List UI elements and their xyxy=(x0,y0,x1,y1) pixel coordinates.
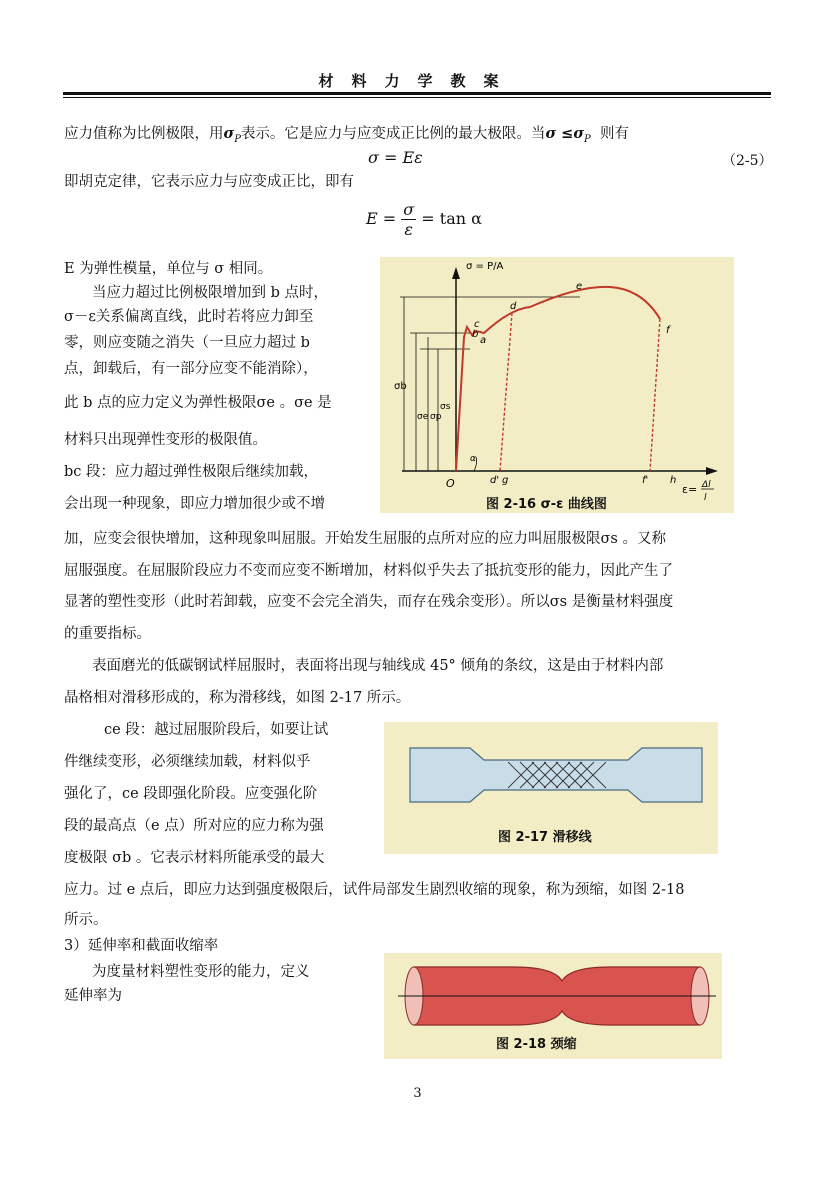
section-3-line: 延伸率为 xyxy=(64,988,122,1004)
p3-line: 会出现一种现象，即应力增加很少或不增 xyxy=(64,496,325,512)
p3-line: 材料只出现弹性变形的极限值。 xyxy=(64,432,267,448)
stress-strain-chart xyxy=(380,257,734,513)
p4-line: 屈服强度。在屈服阶段应力不变而应变不断增加，材料似乎失去了抵抗变形的能力，因此产生了 xyxy=(64,563,673,579)
x-axis-label: ε= xyxy=(682,483,698,496)
x-mark-f-prime: f' xyxy=(642,475,649,486)
p6-line: 度极限 σb 。它表示材料所能承受的最大 xyxy=(64,850,325,866)
sigma-s-label: σs xyxy=(440,402,451,412)
point-b-label: b xyxy=(472,329,479,340)
header-rule-thin xyxy=(63,97,771,98)
y-axis-label: σ = P/A xyxy=(466,261,504,272)
p3-line: 当应力超过比例极限增加到 b 点时， xyxy=(92,285,328,301)
p3-line: 此 b 点的应力定义为弹性极限σe 。σe 是 xyxy=(64,395,332,411)
p7-line: 所示。 xyxy=(64,912,108,928)
figure-2-16 xyxy=(380,257,734,513)
p3-line: 点，卸载后，有一部分应变不能消除）， xyxy=(64,361,318,377)
figure-2-17 xyxy=(384,722,718,854)
p3-line: σ－ε关系偏离直线，此时若将应力卸至 xyxy=(64,309,314,325)
equation-number: （2-5） xyxy=(722,153,773,169)
x-mark-d-prime: d' xyxy=(490,475,500,486)
paragraph-2: 即胡克定律，它表示应力与应变成正比，即有 xyxy=(64,174,354,190)
section-3-line: 为度量材料塑性变形的能力，定义 xyxy=(92,964,310,980)
eq2-fraction xyxy=(401,200,416,239)
page-number: 3 xyxy=(413,1086,422,1101)
x-axis-frac-den: l xyxy=(704,493,707,503)
eq2-rhs: = tan α xyxy=(421,209,482,228)
unload-line-f xyxy=(650,319,660,471)
eq2-denominator: ε xyxy=(404,220,414,239)
alpha-label: α xyxy=(470,454,476,464)
header-title: 材料力学教案 xyxy=(318,72,517,90)
x-mark-g: g xyxy=(502,475,509,486)
p5-line: 表面磨光的低碳钢试样屈服时，表面将出现与轴线成 45° 倾角的条纹，这是由于材料内部 xyxy=(92,658,664,674)
sigma-subscript: P xyxy=(234,133,241,145)
p6-line: 段的最高点（e 点）所对应的应力称为强 xyxy=(64,818,324,834)
point-c-label: c xyxy=(474,319,480,330)
specimen-bar xyxy=(410,748,702,802)
p1-text-c: 则有 xyxy=(599,126,629,142)
p4-line: 显著的塑性变形（此时若卸载，应变不会完全消失，而存在残余变形）。所以σs 是衡量材料强度 xyxy=(64,594,674,610)
x-axis-arrow xyxy=(706,467,718,475)
x-axis-frac-num: Δl xyxy=(702,480,711,490)
point-f-label: f xyxy=(666,325,670,336)
header-rule-thick xyxy=(63,92,771,95)
x-mark-h: h xyxy=(670,475,677,486)
y-axis-arrow xyxy=(452,267,460,279)
p6-line: 件继续变形，必须继续加载，材料似乎 xyxy=(64,754,311,770)
sigma-p-label: σp xyxy=(430,412,442,422)
figure-2-16-caption: 图 2-16 σ-ε 曲线图 xyxy=(486,497,607,512)
p5-line: 晶格相对滑移形成的，称为滑移线，如图 2-17 所示。 xyxy=(64,690,411,706)
eq2-lhs: E = xyxy=(366,209,397,228)
equation-hooke: σ = Eε xyxy=(368,148,423,167)
sigma-e-label: σe xyxy=(417,412,429,422)
p3-line: 零，则应变随之消失（一旦应力超过 b xyxy=(64,335,310,351)
p3-line: bc 段：应力超过弹性极限后继续加载， xyxy=(64,464,319,480)
eq2-numerator: σ xyxy=(403,200,415,219)
p1-text-a: 应力值称为比例极限，用 xyxy=(64,126,224,142)
point-a-label: a xyxy=(480,335,487,346)
p7-line: 应力。过 e 点后，即应力达到强度极限后，试件局部发生剧烈收缩的现象，称为颈缩，如图 2-18 xyxy=(64,882,685,898)
figure-2-18 xyxy=(384,953,722,1059)
condition-subscript: P xyxy=(584,133,591,145)
section-3-heading: 3）延伸率和截面收缩率 xyxy=(64,938,219,954)
p6-line: ce 段：越过屈服阶段后，如要让试 xyxy=(104,722,329,738)
p4-line: 加，应变会很快增加，这种现象叫屈服。开始发生屈服的点所对应的应力叫屈服极限σs 。又称 xyxy=(64,531,666,547)
figure-2-17-caption: 图 2-17 滑移线 xyxy=(498,830,592,845)
point-e-label: e xyxy=(576,281,583,292)
origin-label: O xyxy=(446,477,455,490)
p4-line: 的重要指标。 xyxy=(64,626,151,642)
condition-symbol: σ ≤σ xyxy=(545,125,585,142)
p3-line: E 为弹性模量，单位与 σ 相同。 xyxy=(64,261,273,277)
unload-line-d xyxy=(500,313,512,471)
point-d-label: d xyxy=(510,301,517,312)
p1-text-b: 表示。它是应力与应变成正比例的最大极限。当 xyxy=(240,126,546,142)
equation-modulus xyxy=(366,200,482,239)
sigma-b-label: σb xyxy=(394,381,407,392)
stress-strain-curve xyxy=(456,287,660,471)
p6-line: 强化了，ce 段即强化阶段。应变强化阶 xyxy=(64,786,318,802)
paragraph-1-line xyxy=(64,124,629,150)
sigma-symbol: σ xyxy=(223,125,235,142)
figure-2-18-caption: 图 2-18 颈缩 xyxy=(496,1037,577,1052)
